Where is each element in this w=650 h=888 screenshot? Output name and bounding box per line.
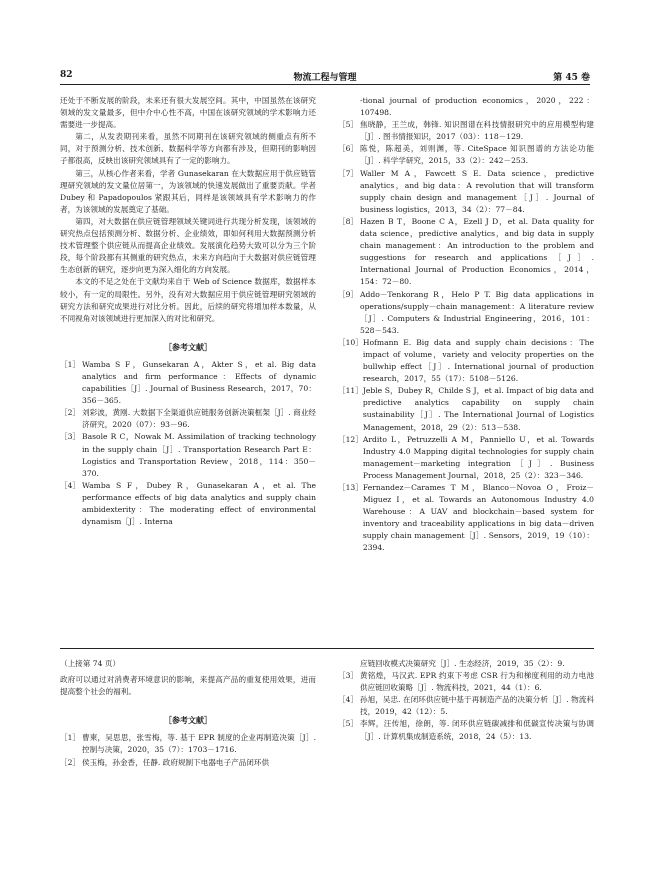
reference-text: 刘彩波，黄刚. 大数据下全渠道供应链服务创新决策框架［J］. 商业经济研究，2020（07）：93－96. — [82, 408, 316, 430]
reference-item — [60, 431, 316, 479]
bottom-references-title: ［参考文献］ — [164, 715, 212, 726]
volume-label: 第 45 卷 — [553, 73, 590, 83]
reference-text: Ardito L，Petruzzelli A M，Panniello U，et al. Towards Industry 4.0 Mapping digital technologies for supply chain management－marketing integration［J］. Business Process Management Journal，2018，25（2）：323－346. — [362, 434, 594, 480]
reference-item — [338, 337, 594, 385]
reference-text: Waller M A，Fawcett S E. Data science，predictive analytics，and big data：A revolution that will transform supply chain design and management［J］. Journal of business logistics，2013，34（2）：77－84. — [360, 168, 594, 214]
left-column — [60, 95, 316, 528]
reference-text: 黄铭煌，马汉武. EPR 约束下考虑 CSR 行为和梯度利用的动力电池供应链回收策略［J］. 物流科技，2021，44（1）：6. — [360, 671, 594, 693]
conclusion-paragraphs — [60, 95, 316, 325]
reference-text: Hazen B T，Boone C A，Ezell J D，et al. Data quality for data science，predictive analytics，and big data in supply chain management：An introduction to the problem and suggestions for research and applications［J］. International Journal of Production Economics，2014，154：72－80. — [360, 216, 594, 287]
bottom-reference-continuation: 应链回收模式决策研究［J］. 生态经济，2019，35（2）：9. — [360, 659, 565, 668]
references-title: ［参考文献］ — [164, 341, 212, 352]
reference-number: ［1］ — [60, 733, 81, 743]
reference-text: Addo－Tenkorang R，Helo P T. Big data applications in operations/supply－chain management：A literature review［J］. Computers & Industrial Engineering，2016，101：528－543. — [360, 289, 594, 335]
reference-text: 李辉，汪传旭，徐朗，等. 闭环供应链碳减排和低碳宣传决策与协调［J］. 计算机集成制造系统，2018，24（5）：13. — [360, 719, 594, 741]
reference-number: ［2］ — [60, 408, 81, 418]
body-paragraph: 第二，从发表期刊来看，虽然不同期刊在该研究领域的侧重点有所不同，对于预测分析、技术创新、数据科学等方向都有涉及，但期刊的影响因子都很高，反映出该研究领域具有了一定的影响力。 — [60, 132, 316, 166]
reference-text: 孙旭，吴忠. 在闭环供应链中基于再制造产品的决策分析［J］. 物流科技，2019，42（12）：5. — [360, 695, 594, 717]
reference-text: 陈悦，陈超美，刘则渊，等. CiteSpace 知识图谱的方法论功能［J］. 科学学研究，2015，33（2）：242－253. — [360, 144, 594, 166]
reference-item — [338, 718, 594, 742]
reference-text: 曹柬，吴思思，张雪梅，等. 基于 EPR 制度的企业再制造决策［J］. 控制与决策，2020，35（7）：1703－1716. — [82, 733, 316, 755]
reference-number: ［5］ — [338, 120, 359, 130]
bottom-references-left — [60, 732, 316, 768]
reference-number: ［6］ — [338, 144, 359, 154]
references-list-left — [60, 359, 316, 528]
bottom-left-column — [60, 658, 316, 769]
reference-item — [338, 143, 594, 167]
reference-item — [338, 434, 594, 482]
reference-number: ［2］ — [60, 757, 81, 767]
references-list-right — [338, 119, 594, 554]
reference-number: ［1］ — [60, 359, 81, 369]
reference-continuation: -tional journal of production economics，2020，222：107498. — [360, 96, 594, 118]
reference-item — [60, 732, 316, 756]
journal-title: 物流工程与管理 — [293, 73, 357, 83]
page-header — [60, 68, 590, 85]
reference-text: 焦晓静，王兰成，韩锋. 知识图谱在科技情报研究中的应用模型构建［J］. 图书情报知识，2017（03）：118－129. — [360, 120, 594, 142]
reference-number: ［7］ — [338, 168, 359, 178]
bottom-right-column — [338, 658, 594, 743]
right-column — [338, 95, 594, 555]
reference-item — [338, 216, 594, 289]
reference-text: Basole R C，Nowak M. Assimilation of tracking technology in the supply chain［J］. Transportation Research Part E：Logistics and Transportation Review，2018，114：350－370. — [82, 432, 316, 478]
continued-note: （上接第 74 页） — [60, 659, 121, 668]
reference-text: 侯玉梅，孙金香，任静. 政府规制下电器电子产品闭环供 — [82, 757, 270, 767]
reference-number: ［4］ — [60, 480, 81, 490]
reference-item — [338, 289, 594, 337]
reference-item — [338, 694, 594, 718]
reference-number: ［3］ — [338, 671, 359, 681]
reference-text: Wamba S F，Gunsekaran A，Akter S，et al. Big data analytics and firm performance：Effects of dynamic capabilities［J］. Journal of Business Research，2017，70：356－365. — [82, 359, 316, 406]
reference-item — [338, 670, 594, 694]
reference-text: Jeble S，Dubey R，Childe S J，et al. Impact of big data and predictive analytics capability on supply chain sustainability［J］. The International Journal of Logistics Management，2018，29（2）：513－538. — [362, 386, 594, 432]
reference-number: ［11］ — [338, 386, 363, 396]
continued-paragraph: 政府可以通过对消费者环境意识的影响，来提高产品的重复使用效果，进而提高整个社会的福利。 — [60, 675, 316, 697]
reference-number: ［8］ — [338, 216, 359, 226]
reference-number: ［5］ — [338, 719, 359, 729]
reference-item — [60, 757, 316, 769]
body-paragraph: 第四，对大数据在供应链管理领域关键词进行共现分析发现，该领域的研究热点包括预测分析、数据分析、企业绩效，即如何利用大数据预测分析技术管理整个供应链从而提高企业绩效。发展演化趋势大致可以分为三个阶段，每个阶段都有其侧重的研究热点，未来方向趋向于大数据对供应链管理生态创新的研究，逐步向更为深入细化的方向发展。 — [60, 216, 316, 275]
reference-text: Wamba S F，Dubey R，Gunasekaran A，et al. The performance effects of big data analytics and supply chain ambidexterity：The moderating effect of environmental dynamism［J］. Interna — [82, 480, 316, 527]
bottom-references-right — [338, 670, 594, 743]
reference-text: Hofmann E. Big data and supply chain decisions：The impact of volume，variety and velocity properties on the bullwhip effect［J］. International journal of production research，2017，55（17）：5108－5126. — [362, 337, 594, 384]
section-divider — [60, 648, 594, 649]
reference-item — [338, 168, 594, 216]
reference-item — [338, 482, 594, 555]
page-number: 82 — [60, 70, 73, 80]
body-paragraph: 第三，从核心作者来看，学者 Gunasekaran 在大数据应用于供应链管理研究领域的发文量位居第一，为该领域的快速发展做出了重要贡献。学者 Dubey 和 Papadopoulos 紧跟其后，同样是该领域具有学术影响力的作者，为该领域的发展奠定了基础。 — [60, 168, 316, 214]
reference-number: ［10］ — [338, 337, 363, 347]
reference-item — [338, 119, 594, 143]
reference-text: Fernandez－Carames T M，Blanco－Novoa O，Froiz－Miguez I，et al. Towards an Autonomous Industry 4.0 Warehouse：A UAV and blockchain－based system for inventory and traceability applications in big data－driven supply chain management［J］. Sensors，2019，19（10）：2394. — [362, 483, 594, 553]
reference-item — [60, 359, 316, 407]
reference-item — [60, 480, 316, 528]
reference-item — [60, 407, 316, 431]
body-paragraph: 还处于不断发展的阶段，未来还有很大发展空间。其中，中国虽然在该研究领域的发文量最多，但中介中心性不高，中国在该研究领域的学术影响力还需要进一步提高。 — [60, 96, 316, 130]
reference-number: ［12］ — [338, 434, 363, 444]
reference-number: ［13］ — [338, 483, 363, 492]
reference-item — [338, 385, 594, 433]
reference-number: ［4］ — [338, 695, 359, 705]
reference-number: ［3］ — [60, 432, 81, 442]
body-paragraph: 本文的不足之处在于文献均来自于 Web of Science 数据库，数据样本较小，有一定的局限性。另外，没有对大数据应用于供应链管理研究领域的研究方法和研究成果进行对比分析。因此，后续的研究将增加样本数量，从不同视角对该领域进行更加深入的对比和研究。 — [60, 277, 316, 323]
reference-number: ［9］ — [338, 289, 359, 299]
